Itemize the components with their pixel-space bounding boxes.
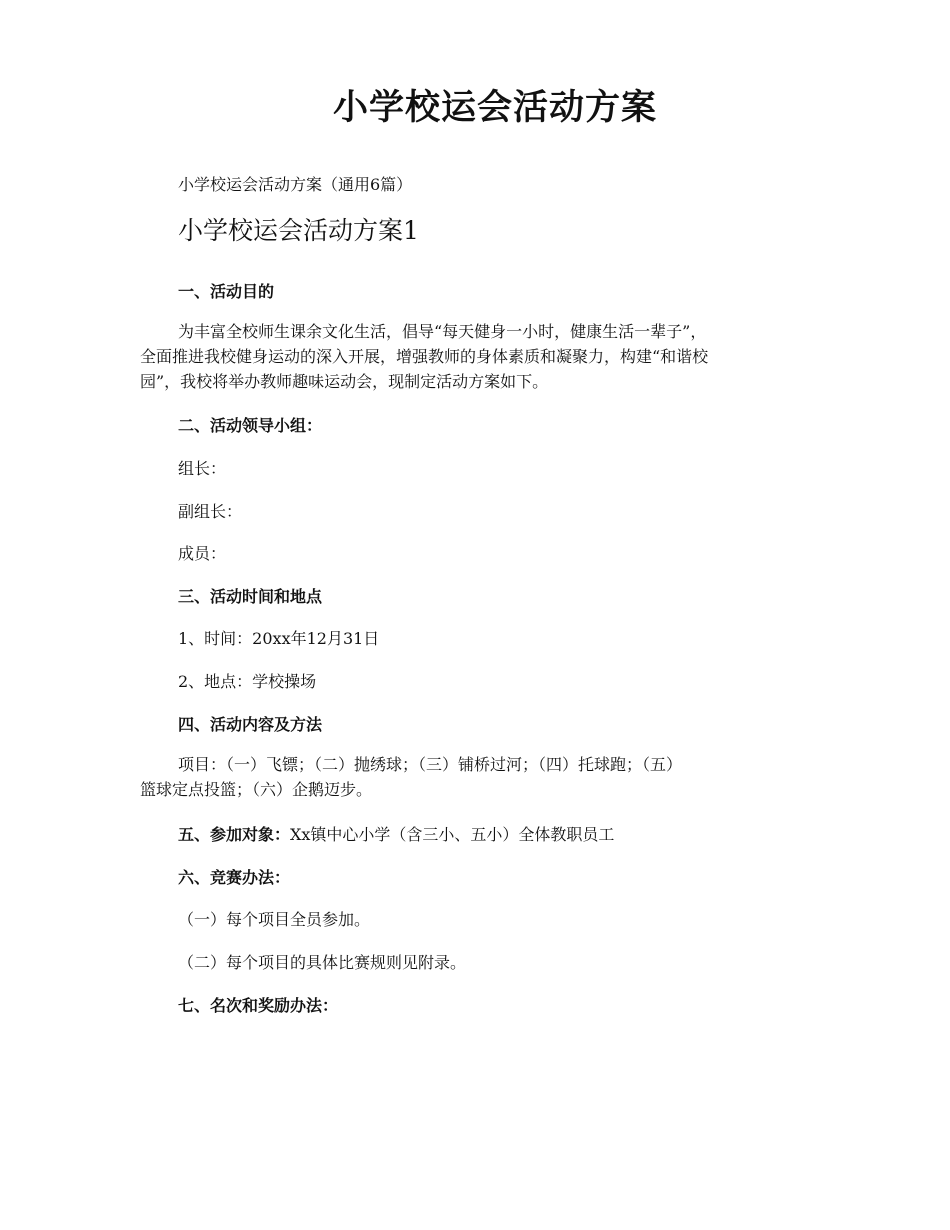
document-subtitle: 小学校运会活动方案（通用6篇） [178, 175, 413, 194]
participants-line [178, 822, 614, 845]
purpose-line-2: 全面推进我校健身运动的深入开展，增强教师的身体素质和凝聚力，构建“和谐校 [140, 347, 709, 366]
heading-purpose: 一、活动目的 [178, 282, 275, 301]
section-title: 小学校运会活动方案1 [178, 216, 419, 245]
heading-leadership: 二、活动领导小组： [178, 416, 323, 435]
members-label: 成员： [178, 544, 227, 563]
vice-leader-label: 副组长： [178, 502, 243, 521]
purpose-paragraph [140, 319, 820, 394]
items-line-1: 项目：（一）飞镖；（二）抛绣球；（三）铺桥过河；（四）托球跑；（五） [178, 755, 683, 774]
heading-content: 四、活动内容及方法 [178, 715, 323, 734]
place-line: 2、地点：学校操场 [178, 672, 317, 691]
items-line-2: 篮球定点投篮；（六）企鹅迈步。 [140, 780, 373, 799]
rule-2: （二）每个项目的具体比赛规则见附录。 [178, 953, 467, 972]
heading-competition: 六、竞赛办法： [178, 868, 291, 887]
items-paragraph [140, 752, 820, 802]
purpose-line-1: 为丰富全校师生课余文化生活，倡导“每天健身一小时，健康生活一辈子”， [178, 322, 707, 341]
participants-label: 五、参加对象： [178, 825, 291, 844]
time-line: 1、时间：20xx年12月31日 [178, 629, 380, 648]
document-title: 小学校运会活动方案 [332, 87, 657, 128]
heading-awards: 七、名次和奖励办法： [178, 996, 339, 1015]
participants-value: Xx镇中心小学（含三小、五小）全体教职员工 [290, 825, 615, 844]
heading-time-place: 三、活动时间和地点 [178, 587, 323, 606]
rule-1: （一）每个项目全员参加。 [178, 910, 371, 929]
purpose-line-3: 园”，我校将举办教师趣味运动会，现制定活动方案如下。 [140, 372, 549, 391]
leader-label: 组长： [178, 459, 227, 478]
